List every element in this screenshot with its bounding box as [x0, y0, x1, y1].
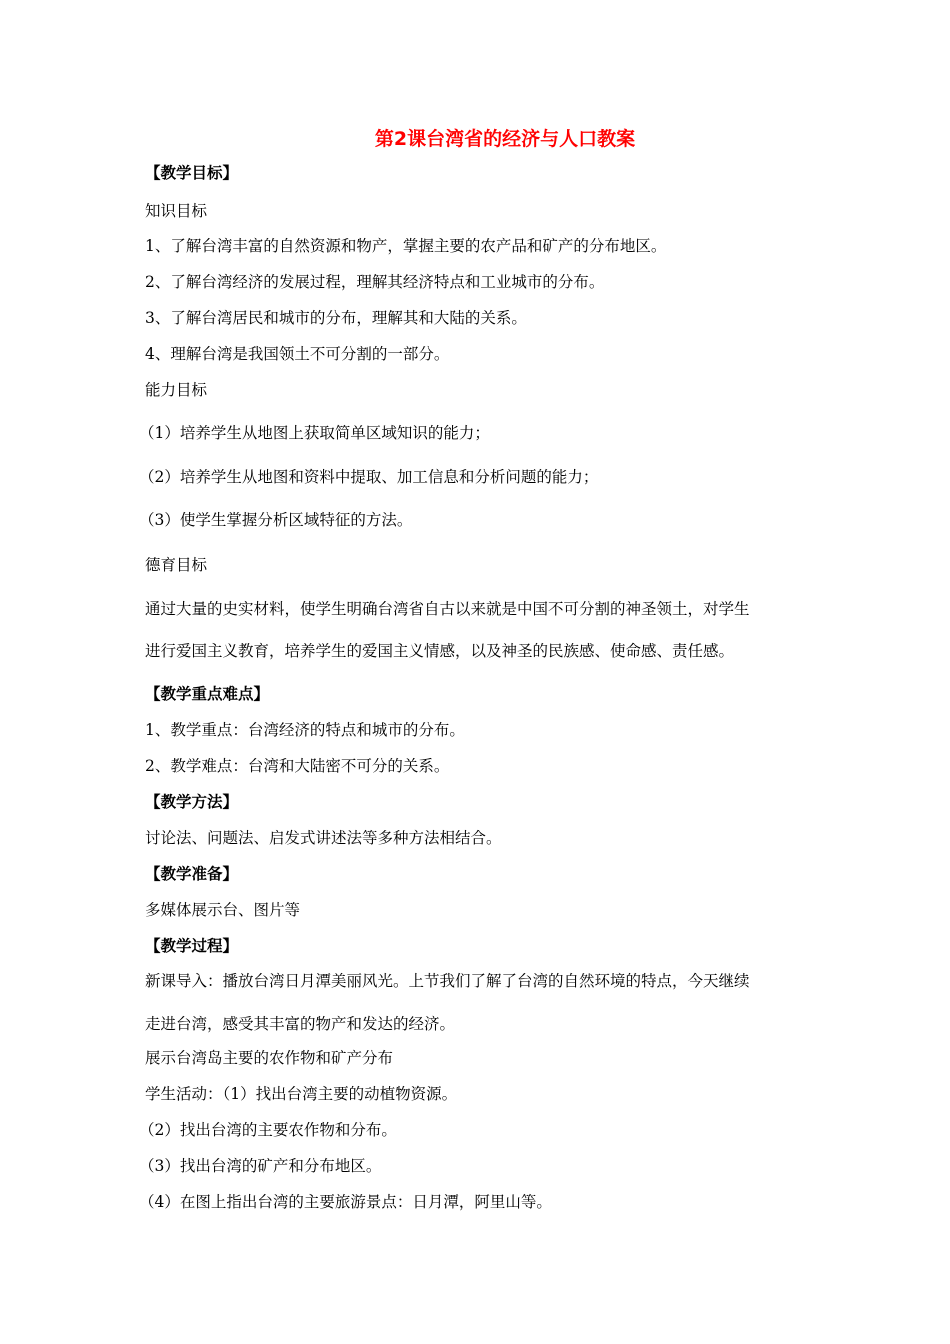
paragraph-line: 多媒体展示台、图片等 [145, 901, 301, 919]
document-title: 第2课台湾省的经济与人口教案 [374, 128, 636, 150]
paragraph-line: 2、了解台湾经济的发展过程，理解其经济特点和工业城市的分布。 [145, 273, 605, 291]
section-heading-process: 【教学过程】 [145, 936, 239, 955]
section-heading-objectives: 【教学目标】 [145, 163, 239, 182]
paragraph-line: （3）找出台湾的矿产和分布地区。 [139, 1157, 382, 1175]
paragraph-line: 通过大量的史实材料，使学生明确台湾省自古以来就是中国不可分割的神圣领土，对学生 [145, 600, 750, 618]
paragraph-line: （1）培养学生从地图上获取简单区域知识的能力； [139, 424, 490, 442]
paragraph-line: 进行爱国主义教育，培养学生的爱国主义情感，以及神圣的民族感、使命感、责任感。 [145, 642, 735, 660]
subheading-ability: 能力目标 [145, 381, 208, 399]
paragraph-line: 展示台湾岛主要的农作物和矿产分布 [145, 1049, 394, 1067]
paragraph-line: （2）培养学生从地图和资料中提取、加工信息和分析问题的能力； [139, 468, 599, 486]
section-heading-preparation: 【教学准备】 [145, 864, 239, 883]
paragraph-line: 新课导入：播放台湾日月潭美丽风光。上节我们了解了台湾的自然环境的特点，今天继续 [145, 972, 750, 990]
subheading-knowledge: 知识目标 [145, 202, 208, 220]
paragraph-line: （2）找出台湾的主要农作物和分布。 [139, 1121, 397, 1139]
paragraph-line: 讨论法、问题法、启发式讲述法等多种方法相结合。 [145, 829, 502, 847]
paragraph-line: 1、教学重点：台湾经济的特点和城市的分布。 [145, 721, 465, 739]
paragraph-line: 3、了解台湾居民和城市的分布，理解其和大陆的关系。 [145, 309, 527, 327]
paragraph-line: （4）在图上指出台湾的主要旅游景点：日月潭，阿里山等。 [139, 1193, 552, 1211]
section-heading-key-points: 【教学重点难点】 [145, 684, 270, 703]
section-heading-methods: 【教学方法】 [145, 792, 239, 811]
subheading-moral: 德育目标 [145, 556, 208, 574]
paragraph-line: 学生活动：（1）找出台湾主要的动植物资源。 [145, 1085, 458, 1103]
paragraph-line: 2、教学难点：台湾和大陆密不可分的关系。 [145, 757, 450, 775]
paragraph-line: 1、了解台湾丰富的自然资源和物产，掌握主要的农产品和矿产的分布地区。 [145, 237, 667, 255]
paragraph-line: 走进台湾，感受其丰富的物产和发达的经济。 [145, 1015, 456, 1033]
paragraph-line: （3）使学生掌握分析区域特征的方法。 [139, 511, 413, 529]
paragraph-line: 4、理解台湾是我国领土不可分割的一部分。 [145, 345, 450, 363]
